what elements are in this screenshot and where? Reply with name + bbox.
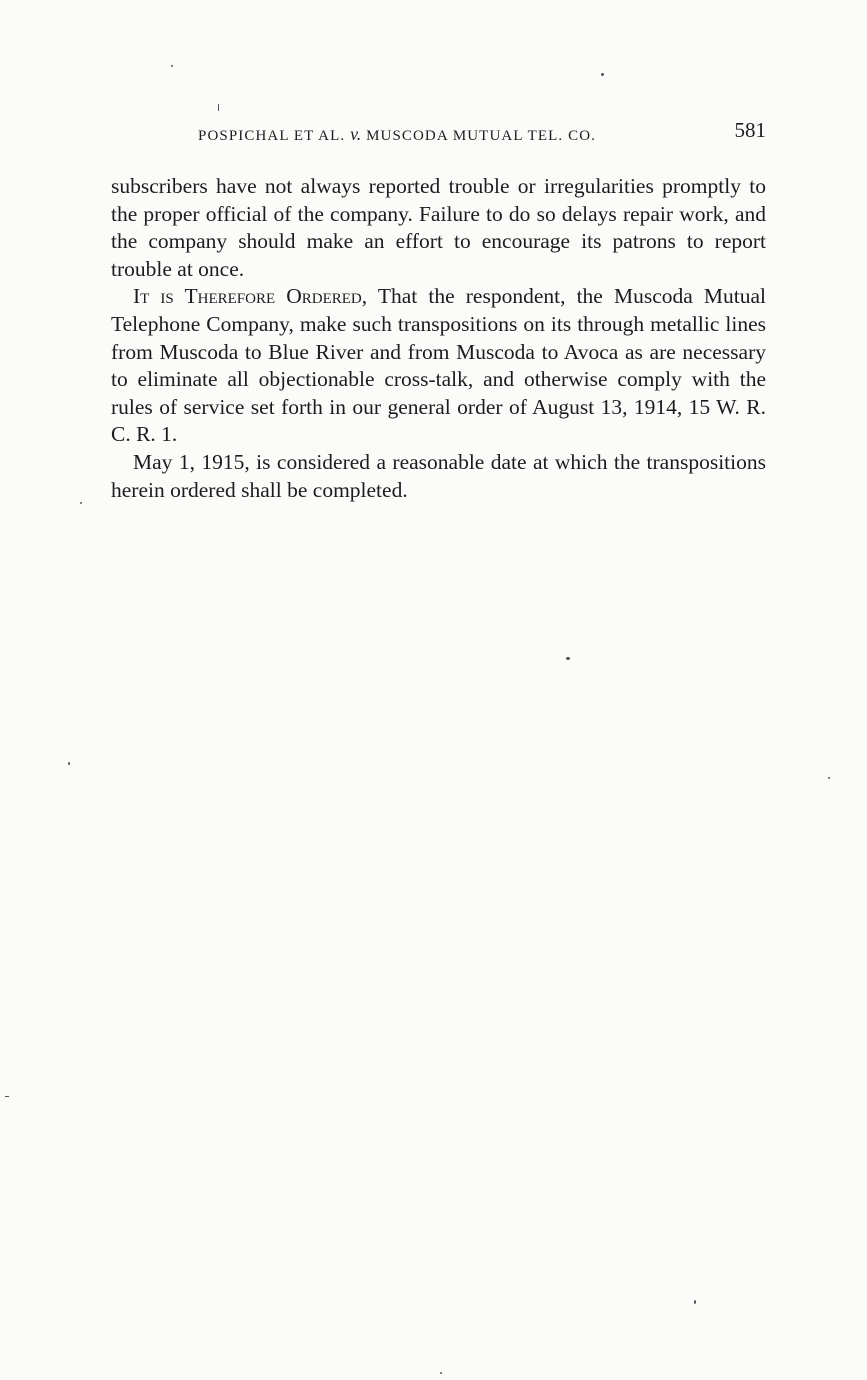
scan-speck [5, 1096, 9, 1097]
case-name-defendant: MUSCODA MUTUAL TEL. CO. [366, 128, 596, 144]
scan-speck [694, 1300, 696, 1304]
running-head [198, 117, 766, 147]
body-text [111, 173, 766, 504]
scan-speck [828, 777, 830, 779]
scan-speck [601, 73, 604, 76]
running-head-title [198, 124, 596, 145]
order-lead-in: It is Therefore Ordered, [133, 284, 368, 309]
versus-abbreviation: v. [350, 124, 362, 144]
paragraph-order [111, 283, 766, 449]
order-text: That the respondent, the Muscoda Mutual Telephone Company, make such transpositions on its through metallic lines from Muscoda to Blue River and from Muscoda to Avoca as are necessary to eliminate all objectionable cross-talk, and otherwise comply with the rules of service set forth in our general order of August 13, 1914, 15 W. R. C. R. 1. [111, 284, 767, 447]
scan-speck [440, 1372, 442, 1374]
scan-speck [218, 104, 219, 111]
paragraph-completion-date: May 1, 1915, is considered a reasonable date at which the transpositions herein ordered shall be completed. [111, 449, 766, 502]
scan-speck [566, 657, 570, 660]
paragraph-subscribers-trouble: subscribers have not always reported trouble or irregularities promptly to the proper official of the company. Failure to do so delays repair work, and the company should make an effort to encourage its patrons to report trouble at once. [111, 174, 766, 281]
case-name-plaintiff: POSPICHAL ET AL. [198, 128, 346, 144]
scan-speck [68, 762, 70, 765]
scan-speck [80, 502, 82, 504]
scan-speck [171, 65, 173, 67]
page-number: 581 [734, 118, 766, 142]
